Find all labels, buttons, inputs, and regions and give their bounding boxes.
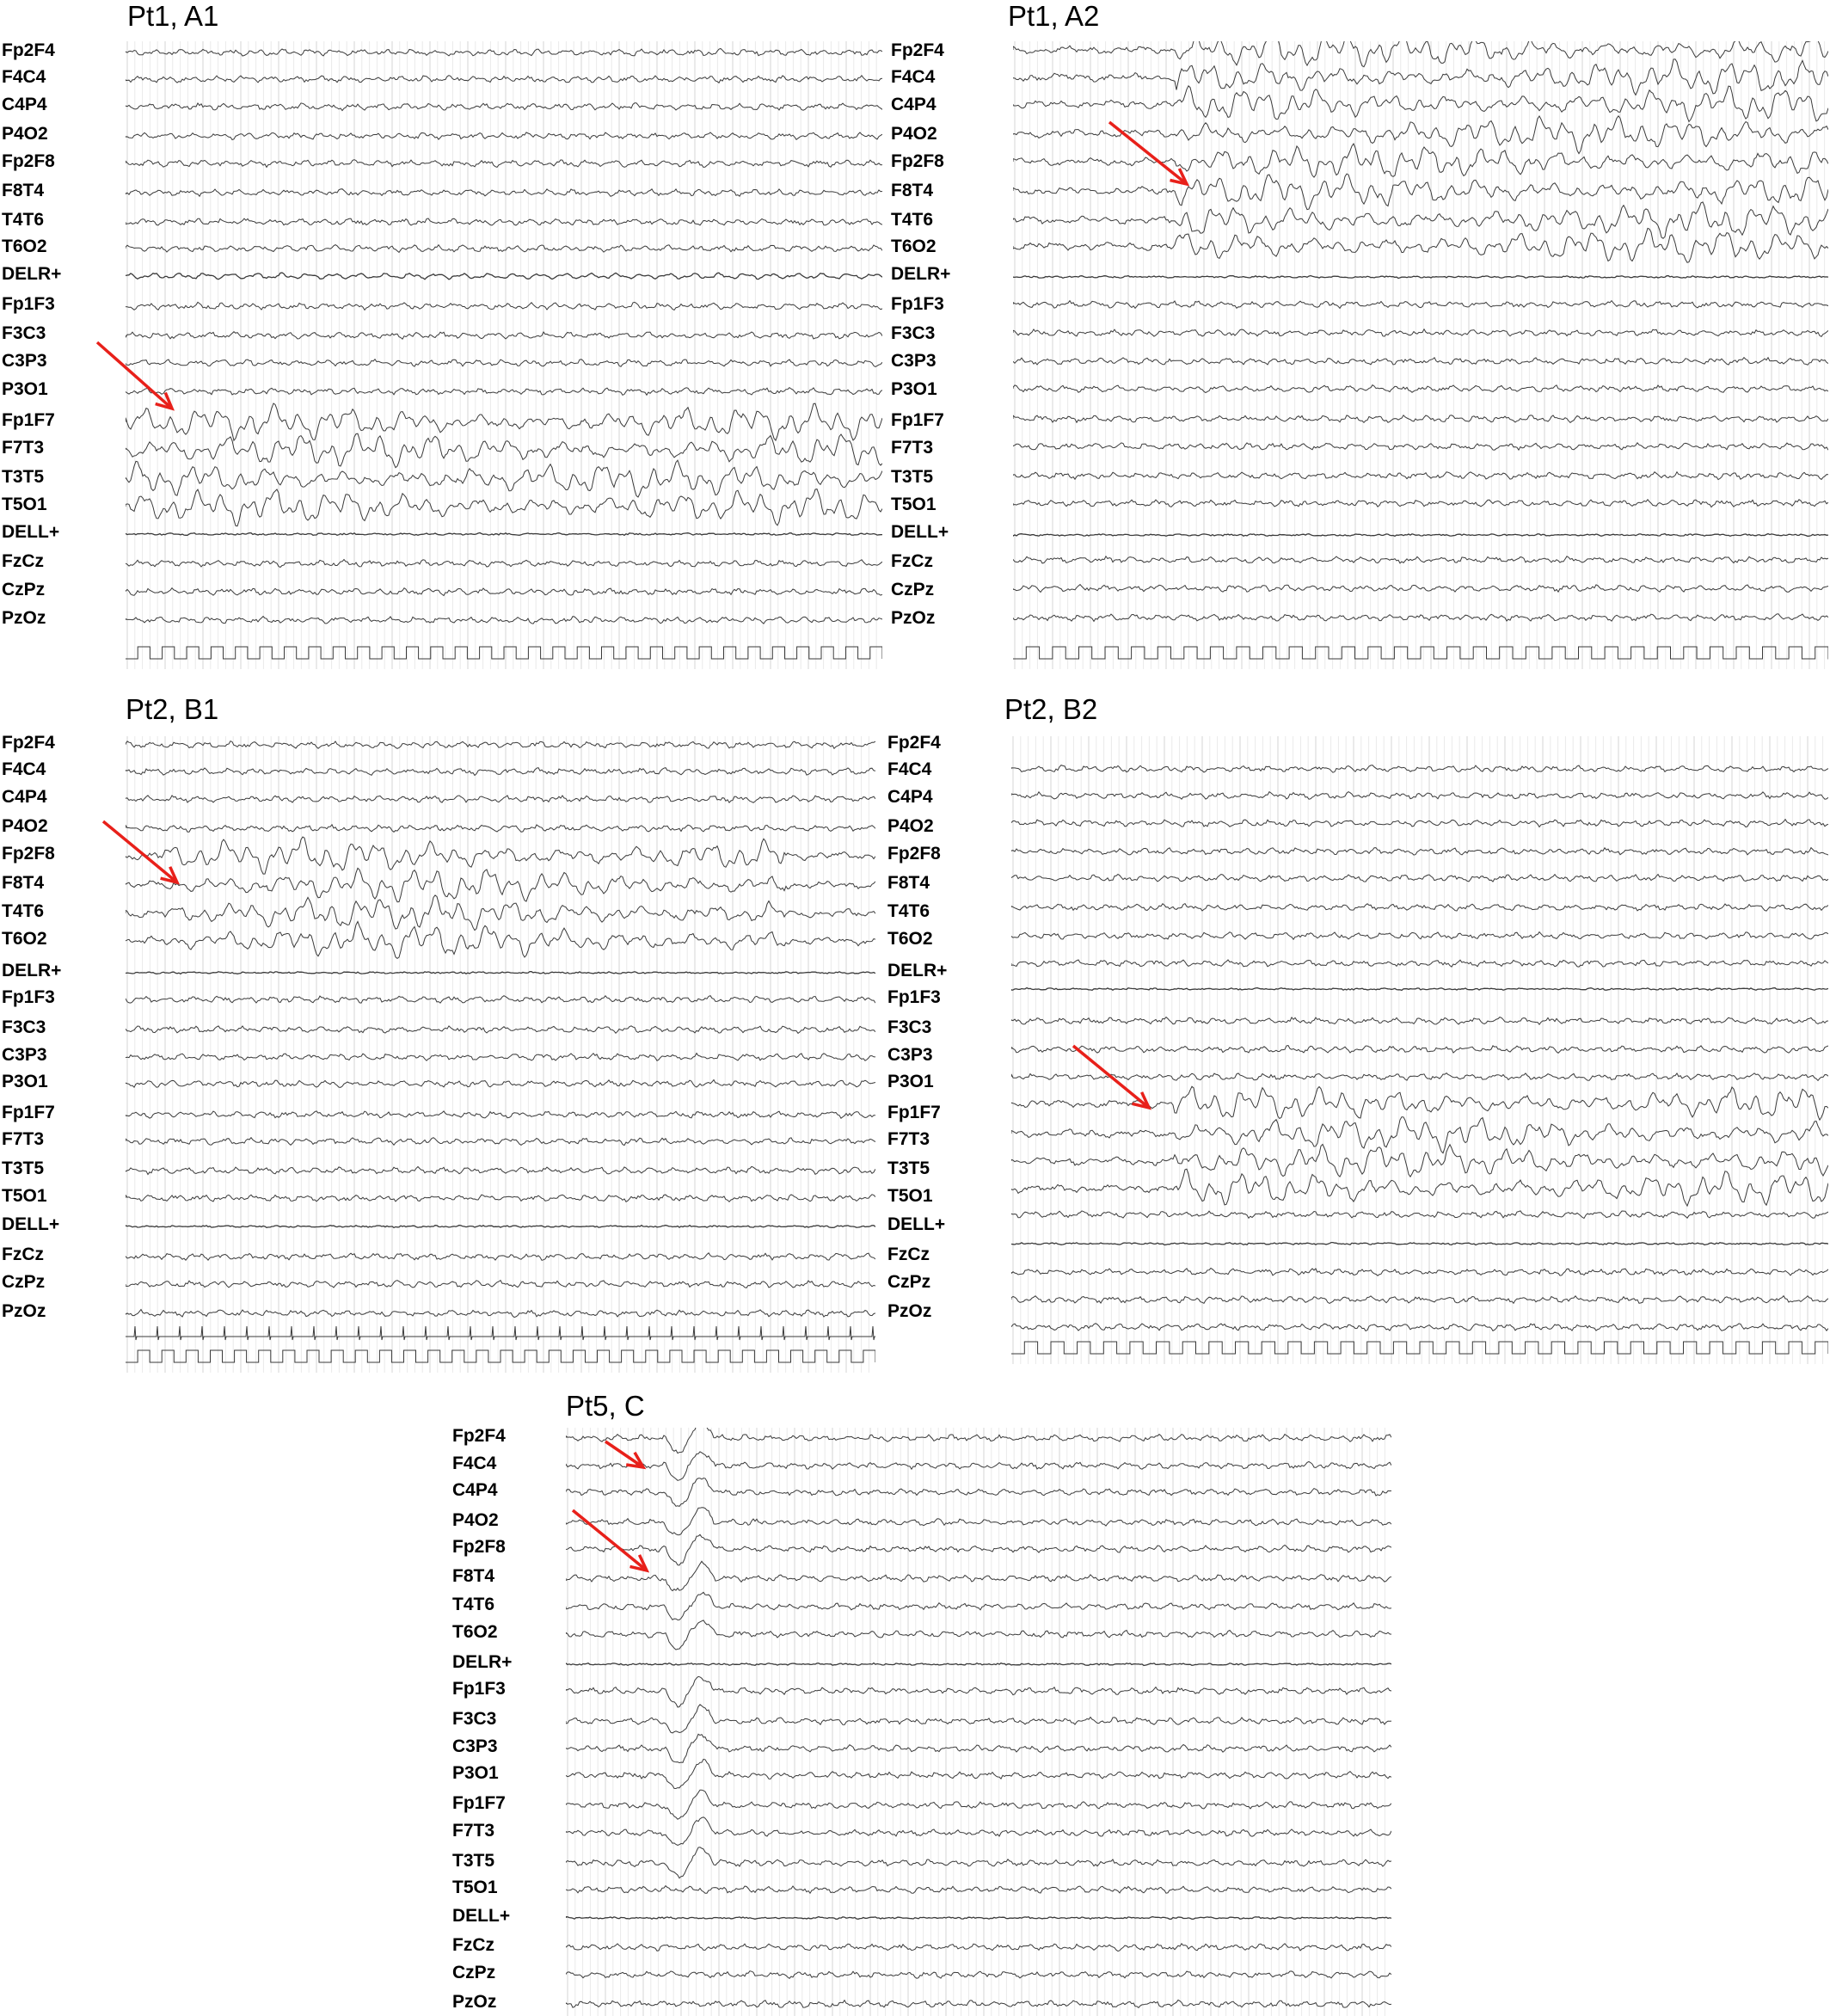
channel-label-right-f4c4: F4C4 [891,67,936,87]
eeg-trace-p4o2 [1013,116,1828,154]
eeg-trace-czpz [566,1971,1391,1979]
channel-label-right-fzcz: FzCz [887,1245,930,1264]
channel-label-right-f4c4: F4C4 [887,759,932,779]
channel-label-left-pzoz: PzOz [2,608,46,628]
eeg-trace-fp1f7 [566,1790,1391,1819]
time-grid [127,736,869,1373]
channel-label-right-pzoz: PzOz [891,608,936,628]
channel-label-left-t5o1: T5O1 [452,1878,498,1897]
channel-label-left-f4c4: F4C4 [2,759,46,779]
channel-label-left-pzoz: PzOz [452,1992,497,2012]
channel-label-left-t5o1: T5O1 [2,1186,47,1206]
eeg-trace-t6o2 [566,1620,1391,1650]
eeg-trace-p4o2 [126,132,882,140]
eeg-trace-c4p4 [126,103,882,111]
eeg-trace-fzcz [1013,556,1828,563]
channel-label-left-fp1f3: Fp1F3 [2,987,55,1007]
channel-label-left-c4p4: C4P4 [452,1480,498,1500]
channel-label-left-t5o1: T5O1 [2,495,47,514]
channel-label-left-t6o2: T6O2 [2,237,47,256]
eeg-trace-fp1f7 [1013,415,1828,423]
eeg-trace-fp2f4 [1013,41,1828,67]
channel-label-right-fp2f4: Fp2F4 [891,40,944,60]
eeg-trace-fzcz [566,1944,1391,1951]
channel-label-right-pzoz: PzOz [887,1301,932,1321]
channel-label-left-dell-plus: DELL+ [452,1906,511,1926]
channel-label-right-fp2f4: Fp2F4 [887,733,941,753]
eeg-trace-c4p4 [1013,86,1828,122]
eeg-trace-pzoz [566,2000,1391,2007]
eeg-trace-f8t4 [566,1561,1391,1590]
channel-label-right-dell-plus: DELL+ [887,1214,946,1234]
eeg-trace-fp1f3 [1013,301,1828,309]
channel-label-right-t3t5: T3T5 [887,1159,930,1178]
channel-label-left-c4p4: C4P4 [2,787,47,807]
channel-label-right-t6o2: T6O2 [887,929,933,949]
channel-label-left-dell-plus: DELL+ [2,522,60,542]
channel-label-left-f8t4: F8T4 [2,873,45,893]
eeg-trace-t6o2 [126,245,882,253]
eeg-trace-t5o1 [126,489,882,526]
eeg-trace-p4o2 [566,1508,1391,1535]
eeg-trace-t5o1 [566,1886,1391,1894]
eeg-trace-f3c3 [126,332,882,340]
channel-label-right-c3p3: C3P3 [891,351,936,371]
channel-label-right-fp1f7: Fp1F7 [891,410,944,430]
eeg-trace-f3c3 [1013,329,1828,337]
eeg-trace-f3c3 [566,1705,1391,1733]
channel-label-right-f3c3: F3C3 [891,323,936,343]
channel-label-right-czpz: CzPz [891,580,935,599]
channel-label-left-fzcz: FzCz [2,551,44,571]
eeg-trace-delr-plus [126,273,882,280]
channel-label-left-t4t6: T4T6 [2,210,45,230]
eeg-trace-f4c4 [566,1452,1391,1480]
channel-label-left-fp2f4: Fp2F4 [452,1426,506,1446]
eeg-trace-c3p3 [126,360,882,367]
channel-label-left-c3p3: C3P3 [452,1736,498,1756]
channel-label-left-f7t3: F7T3 [2,438,45,458]
time-grid [127,41,876,669]
channel-label-left-czpz: CzPz [452,1963,496,1982]
channel-label-left-t6o2: T6O2 [452,1622,498,1642]
eeg-trace-area [566,1428,1391,2016]
eeg-trace-fp1f7 [126,403,882,440]
channel-label-right-delr-plus: DELR+ [887,961,948,980]
channel-label-left-fzcz: FzCz [452,1935,494,1955]
channel-label-left-delr-plus: DELR+ [2,264,62,284]
channel-label-left-fp1f7: Fp1F7 [452,1793,506,1813]
eeg-trace-f4c4 [1013,59,1828,95]
panel-title: Pt2, B1 [126,693,219,725]
eeg-trace-p3o1 [1013,385,1828,393]
eeg-trace-p3o1 [126,388,882,396]
panel-title: Pt5, C [566,1390,645,1422]
eeg-trace-dell-plus [566,1917,1391,1920]
panel-title: Pt2, B2 [1004,693,1098,725]
channel-label-left-t3t5: T3T5 [452,1851,495,1871]
eeg-trace-t3t5 [126,460,882,497]
calibration-trace [1013,647,1828,659]
channel-label-right-delr-plus: DELR+ [891,264,951,284]
channel-label-left-p4o2: P4O2 [452,1510,499,1530]
channel-label-left-c4p4: C4P4 [2,95,47,114]
channel-label-left-czpz: CzPz [2,1272,46,1292]
eeg-trace-area [1011,736,1828,1364]
eeg-trace-fp2f8 [126,160,882,168]
eeg-trace-t3t5 [566,1847,1391,1878]
eeg-trace-f7t3 [126,433,882,468]
eeg-trace-f4c4 [126,76,882,83]
eeg-trace-t4t6 [566,1592,1391,1620]
channel-label-left-f7t3: F7T3 [2,1129,45,1149]
eeg-trace-fp2f8 [1013,144,1828,177]
channel-label-left-f3c3: F3C3 [452,1709,497,1729]
channel-label-right-f8t4: F8T4 [891,181,934,200]
calibration-trace [126,647,882,659]
eeg-trace-area [126,736,875,1373]
channel-label-left-czpz: CzPz [2,580,46,599]
eeg-trace-c4p4 [566,1478,1391,1507]
channel-label-left-fp2f4: Fp2F4 [2,733,55,753]
channel-label-right-p3o1: P3O1 [887,1072,934,1091]
eeg-trace-dell-plus [1013,534,1828,537]
channel-label-left-t6o2: T6O2 [2,929,47,949]
channel-label-left-fp2f8: Fp2F8 [2,844,55,864]
channel-label-left-delr-plus: DELR+ [452,1652,513,1672]
eeg-trace-fp1f3 [126,302,882,310]
channel-label-left-t4t6: T4T6 [452,1595,495,1614]
channel-label-left-fp2f8: Fp2F8 [2,151,55,171]
eeg-trace-t3t5 [1013,472,1828,480]
channel-label-left-fp2f4: Fp2F4 [2,40,55,60]
channel-label-left-p3o1: P3O1 [2,379,48,399]
eeg-trace-pzoz [1013,614,1828,622]
channel-label-left-f8t4: F8T4 [2,181,45,200]
channel-label-right-fp1f3: Fp1F3 [887,987,941,1007]
channel-label-right-czpz: CzPz [887,1272,931,1292]
eeg-trace-c3p3 [1013,358,1828,366]
channel-label-left-p3o1: P3O1 [2,1072,48,1091]
eeg-trace-t6o2 [1013,228,1828,262]
channel-label-right-t6o2: T6O2 [891,237,936,256]
channel-label-right-t5o1: T5O1 [891,495,936,514]
channel-label-left-fp1f3: Fp1F3 [2,294,55,314]
eeg-trace-fp2f8 [566,1534,1391,1565]
channel-label-right-p4o2: P4O2 [891,124,937,144]
time-grid [1015,41,1825,669]
channel-label-left-p3o1: P3O1 [452,1763,499,1783]
channel-label-right-f7t3: F7T3 [891,438,934,458]
eeg-trace-dell-plus [126,533,882,536]
channel-label-left-f4c4: F4C4 [2,67,46,87]
channel-label-left-fp2f8: Fp2F8 [452,1537,506,1557]
channel-label-right-t4t6: T4T6 [887,901,930,921]
eeg-trace-fp2f4 [126,49,882,57]
channel-label-right-fzcz: FzCz [891,551,933,571]
channel-label-left-fp1f3: Fp1F3 [452,1679,506,1699]
channel-label-right-c4p4: C4P4 [887,787,933,807]
channel-label-right-fp1f7: Fp1F7 [887,1103,941,1122]
channel-label-left-c3p3: C3P3 [2,1045,47,1065]
channel-label-left-f3c3: F3C3 [2,1017,46,1037]
channel-label-right-f3c3: F3C3 [887,1017,932,1037]
eeg-trace-czpz [126,588,882,596]
channel-label-left-t3t5: T3T5 [2,467,45,487]
channel-label-left-f3c3: F3C3 [2,323,46,343]
eeg-trace-t5o1 [1013,500,1828,507]
eeg-trace-p3o1 [566,1759,1391,1788]
channel-label-left-f7t3: F7T3 [452,1821,495,1841]
eeg-trace-fp2f4 [566,1428,1391,1454]
channel-label-left-fp1f7: Fp1F7 [2,410,55,430]
channel-label-left-f4c4: F4C4 [452,1454,497,1473]
channel-label-left-fzcz: FzCz [2,1245,44,1264]
channel-label-left-p4o2: P4O2 [2,124,48,144]
channel-label-right-fp1f3: Fp1F3 [891,294,944,314]
eeg-trace-czpz [1013,585,1828,593]
channel-label-right-fp2f8: Fp2F8 [891,151,944,171]
channel-label-right-c3p3: C3P3 [887,1045,933,1065]
channel-label-left-t4t6: T4T6 [2,901,45,921]
channel-label-right-t5o1: T5O1 [887,1186,933,1206]
eeg-trace-f8t4 [1013,174,1828,210]
channel-label-right-dell-plus: DELL+ [891,522,949,542]
channel-label-right-t3t5: T3T5 [891,467,934,487]
eeg-trace-delr-plus [1013,276,1828,279]
channel-label-left-c3p3: C3P3 [2,351,47,371]
eeg-trace-area [1013,41,1828,669]
time-grid [1013,736,1823,1364]
eeg-trace-t4t6 [126,218,882,225]
channel-label-left-p4o2: P4O2 [2,816,48,836]
channel-label-right-c4p4: C4P4 [891,95,936,114]
eeg-trace-fp1f3 [566,1676,1391,1707]
eeg-trace-fzcz [126,560,882,568]
channel-label-left-pzoz: PzOz [2,1301,46,1321]
channel-label-right-t4t6: T4T6 [891,210,934,230]
eeg-trace-c3p3 [566,1734,1391,1762]
channel-label-left-f8t4: F8T4 [452,1566,495,1586]
channel-label-right-f7t3: F7T3 [887,1129,930,1149]
eeg-trace-pzoz [126,617,882,624]
eeg-trace-t4t6 [1013,202,1828,238]
eeg-trace-f7t3 [1013,443,1828,451]
channel-label-right-p4o2: P4O2 [887,816,934,836]
channel-label-right-f8t4: F8T4 [887,873,930,893]
panel-title: Pt1, A2 [1008,0,1100,32]
eeg-trace-area [126,41,882,669]
channel-label-right-fp2f8: Fp2F8 [887,844,941,864]
eeg-trace-f8t4 [126,189,882,197]
channel-label-left-fp1f7: Fp1F7 [2,1103,55,1122]
eeg-trace-delr-plus [566,1663,1391,1666]
channel-label-left-delr-plus: DELR+ [2,961,62,980]
channel-label-left-dell-plus: DELL+ [2,1214,60,1234]
channel-label-left-t3t5: T3T5 [2,1159,45,1178]
channel-label-right-p3o1: P3O1 [891,379,937,399]
eeg-trace-f7t3 [566,1817,1391,1846]
panel-title: Pt1, A1 [127,0,219,32]
